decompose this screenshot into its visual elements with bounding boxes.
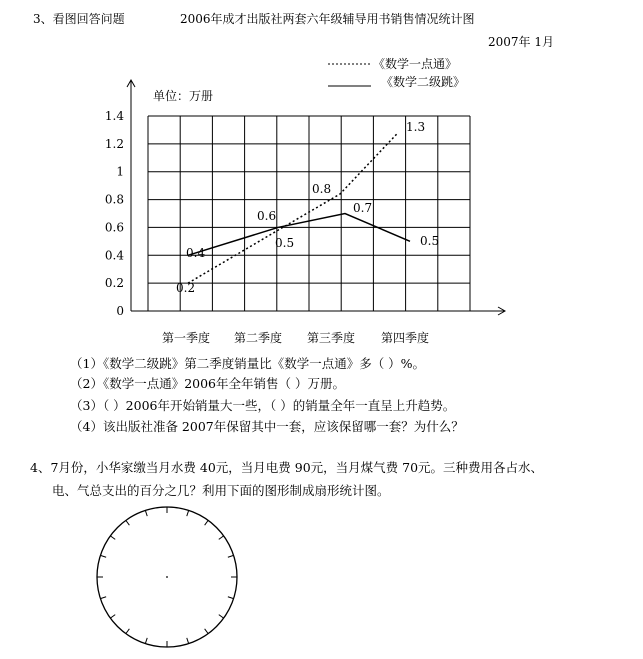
y-tick-label: 1.2 [104, 136, 124, 151]
pie-tick-mark [126, 520, 130, 525]
y-tick-label: 0.8 [104, 192, 124, 207]
data-label-shudian-q4: 1.3 [406, 120, 426, 134]
pie-tick-mark [187, 638, 189, 644]
data-label-erjitiao-q4: 0.5 [420, 234, 440, 248]
question-2: （2）《数学一点通》2006年全年销售（ ）万册。 [70, 376, 345, 391]
empty-pie-circle [97, 507, 237, 647]
legend-label-shudian: 《数学一点通》 [373, 57, 458, 71]
pie-tick-mark [228, 597, 234, 599]
y-tick-label: 0 [116, 304, 124, 318]
pie-tick-mark [126, 629, 130, 634]
pie-center-dot [166, 576, 168, 578]
data-label-shudian-q3: 0.8 [312, 182, 332, 196]
problem4-line1: 4、7月份，小华家缴当月水费 40元，当月电费 90元，当月煤气费 70元。三种费用各占水、 [30, 460, 544, 475]
pie-tick-mark [219, 536, 224, 540]
question-1: （1）《数学二级跳》第二季度销量比《数学一点通》多（ ）%。 [70, 356, 426, 371]
pie-tick-mark [205, 520, 209, 525]
y-tick-label: 0.2 [104, 276, 124, 291]
x-category-label: 第一季度 [161, 331, 211, 345]
pie-tick-mark [205, 629, 209, 634]
question-3: （3）（ ）2006年开始销量大一些，（ ）的销量全年一直呈上升趋势。 [70, 398, 456, 413]
chart-title: 2006年成才出版社两套六年级辅导用书销售情况统计图 [180, 12, 475, 26]
x-category-label: 第四季度 [380, 331, 430, 345]
data-label-erjitiao-q1: 0.4 [186, 246, 206, 260]
problem3-label: 3、看图回答问题 [33, 12, 125, 26]
y-tick-label: 0.4 [104, 248, 124, 263]
data-label-erjitiao-q2: 0.6 [257, 209, 277, 223]
pie-tick-mark [228, 555, 234, 557]
y-tick-label: 1.4 [104, 109, 124, 123]
problem4-line2: 电、气总支出的百分之几？利用下面的图形制成扇形统计图。 [52, 483, 390, 498]
legend-label-erjitiao: 《数学二级跳》 [381, 75, 466, 89]
chart-date: 2007年 1月 [488, 35, 554, 49]
data-label-shudian-q2: 0.5 [275, 236, 295, 250]
pie-tick-mark [110, 536, 115, 540]
x-category-label: 第三季度 [306, 331, 356, 345]
pie-tick-mark [187, 510, 189, 516]
pie-tick-mark [110, 615, 115, 619]
y-tick-label: 1 [116, 164, 124, 179]
pie-tick-mark [100, 555, 106, 557]
y-tick-label: 0.6 [104, 220, 124, 235]
pie-tick-mark [100, 597, 106, 599]
series-line-erjitiao [188, 214, 410, 256]
unit-label: 单位：万册 [153, 89, 214, 103]
pie-tick-mark [145, 510, 147, 516]
question-4: （4）该出版社准备 2007年保留其中一套，应该保留哪一套？为什么？ [70, 419, 464, 434]
data-label-erjitiao-q3: 0.7 [353, 201, 373, 215]
pie-tick-mark [145, 638, 147, 644]
data-label-shudian-q1: 0.2 [176, 281, 196, 295]
x-category-label: 第二季度 [233, 331, 283, 345]
pie-tick-mark [219, 615, 224, 619]
